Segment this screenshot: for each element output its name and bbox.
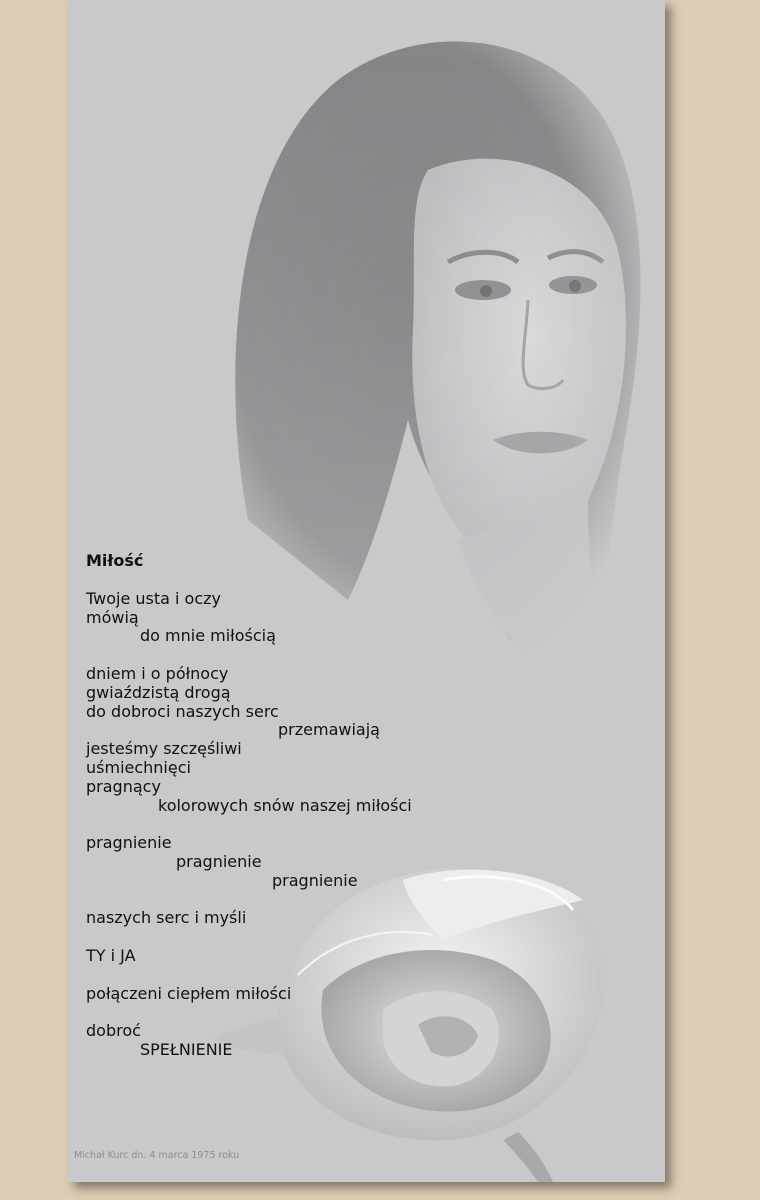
poem-line: pragnący (86, 776, 161, 796)
poem-line: naszych serc i myśli (86, 908, 247, 928)
poem-line: Twoje usta i oczy (86, 588, 221, 608)
poem-page (68, 0, 665, 1182)
signature: Michał Kurc dn. 4 marca 1975 roku (74, 1150, 240, 1161)
poem-line: dniem i o północy (86, 663, 229, 683)
poem-line: pragnienie (86, 833, 172, 853)
poem-line: uśmiechnięci (86, 757, 191, 777)
poem-line: połączeni ciepłem miłości (86, 983, 292, 1003)
poem-line: pragnienie (176, 851, 262, 871)
poem (86, 552, 506, 1060)
poem-line: do mnie miłością (140, 626, 276, 646)
poem-line: jesteśmy szczęśliwi (86, 739, 242, 759)
poem-line: do dobroci naszych serc (86, 701, 279, 721)
poem-line: mówią (86, 607, 139, 627)
poem-line: przemawiają (278, 720, 380, 740)
poem-line: TY i JA (86, 945, 136, 965)
poem-title: Miłość (86, 551, 144, 570)
poem-line: SPEŁNIENIE (140, 1039, 233, 1059)
poem-line: dobroć (86, 1021, 141, 1041)
poem-line: kolorowych snów naszej miłości (158, 795, 412, 815)
poem-line: gwiaździstą drogą (86, 682, 231, 702)
poem-line: pragnienie (272, 870, 358, 890)
